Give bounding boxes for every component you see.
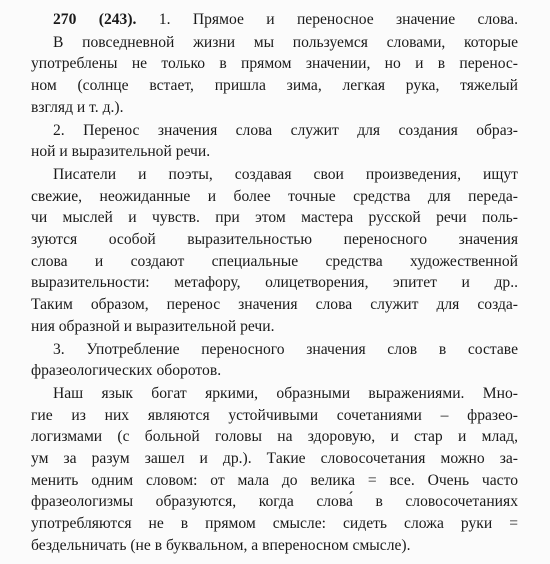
exercise-heading-line xyxy=(31,9,518,31)
p3-line-5: слова и создают специальные средства художественной xyxy=(31,252,518,270)
p3-line-6: выразительности: метафору, олицетворения, эпитет и др.. xyxy=(31,274,518,292)
p3-line-8: ния образной и выразительной речи. xyxy=(31,317,275,335)
p5-line-5: менить одним словом: от мала до велика = все. Очень часто xyxy=(31,471,518,489)
p5-line-2: гие из них являются устойчивыми сочетаниями – фразео- xyxy=(31,406,518,424)
p2-line-1: 2. Перенос значения слова служит для создания образ- xyxy=(53,121,518,139)
p5-line-7: употребляются не в прямом смысле: сидеть сложа руки = xyxy=(31,515,518,533)
exercise-text xyxy=(31,9,518,557)
p1-line-2: употреблены не только в прямом значении, но и в перенос- xyxy=(31,55,518,73)
p5-line-8: бездельничать (не в буквальном, а впереносном смысле). xyxy=(31,536,411,554)
p4-line-2: фразеологических оборотов. xyxy=(31,362,222,380)
p5-line-1: Наш язык богат яркими, образными выражениями. Мно- xyxy=(53,384,518,402)
p1-line-4: взгляд и т. д.). xyxy=(31,98,124,116)
p4-line-1: 3. Употребление переносного значения слов в составе xyxy=(53,340,518,358)
exercise-number: 270 (243). xyxy=(53,11,137,28)
p5-line-4: ум за разум зашел и др.). Такие словосочетания можно за- xyxy=(31,450,518,468)
p3-line-2: свежие, неожиданные и более точные средства для переда- xyxy=(31,187,518,205)
p5-line-3: логизмами (с больной головы на здоровую, и стар и млад, xyxy=(31,428,518,446)
p2-line-2: ной и выразительной речи. xyxy=(31,143,211,161)
p3-line-7: Таким образом, перенос значения слова служит для созда- xyxy=(31,296,518,314)
p1-line-1: В повседневной жизни мы пользуемся словами, которые xyxy=(53,33,518,51)
section-1-heading: 1. Прямое и переносное значение слова. xyxy=(158,11,519,28)
p3-line-1: Писатели и поэты, создавая свои произведения, ищут xyxy=(53,165,518,183)
p3-line-3: чи мыслей и чувств. при этом мастера русской речи поль- xyxy=(31,209,518,227)
p1-line-3: ном (солнце встает, пришла зима, легкая рука, тяжелый xyxy=(31,77,518,95)
p5-line-6: фразеологизмы образуются, когда слова́ в словосочетаниях xyxy=(31,493,518,511)
p3-line-4: зуются особой выразительностью переносного значения xyxy=(31,231,518,249)
